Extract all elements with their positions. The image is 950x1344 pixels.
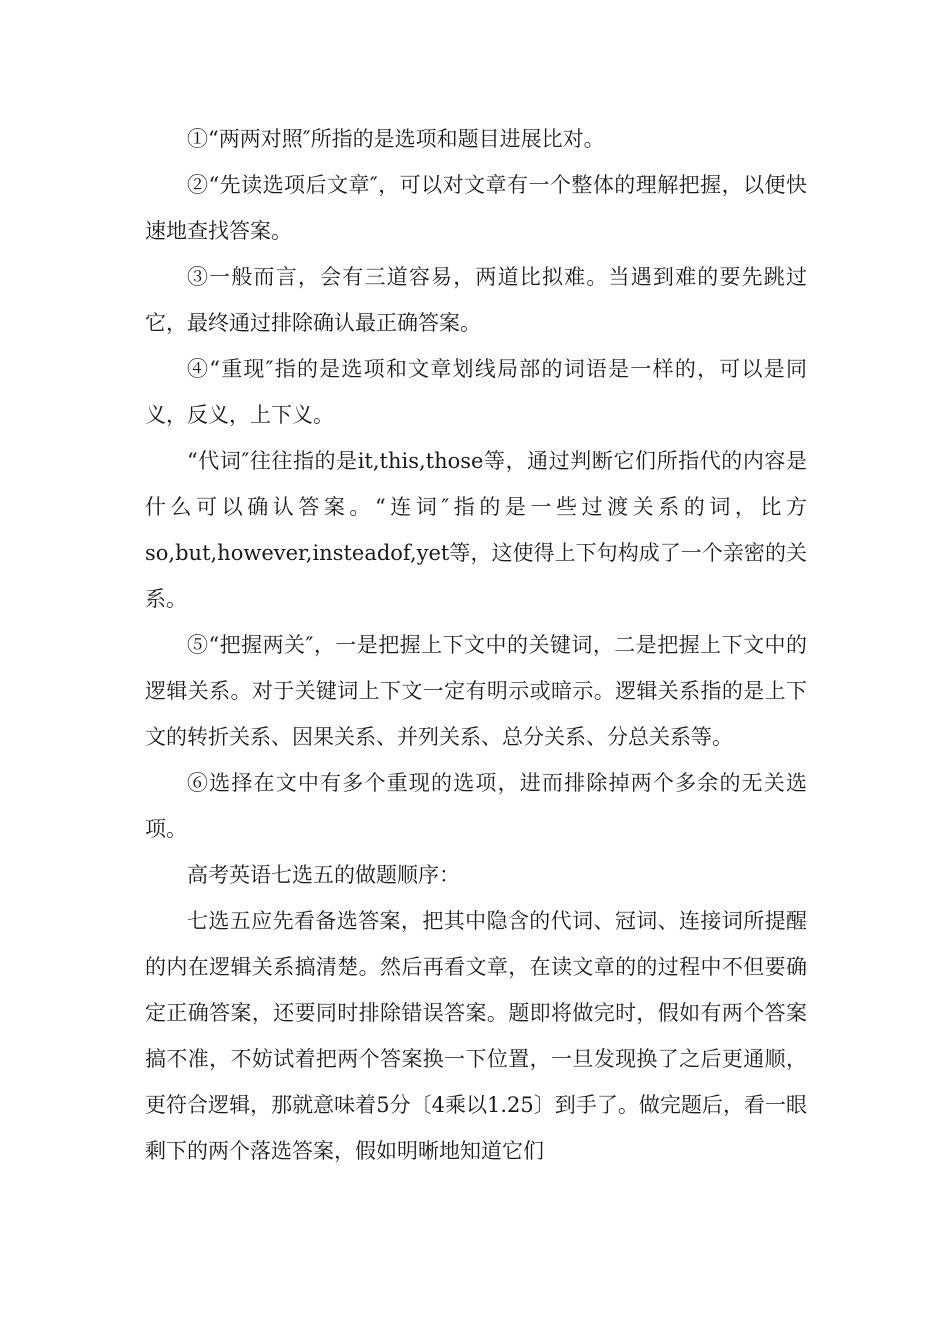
paragraph-4: ④“重现″指的是选项和文章划线局部的词语是一样的，可以是同义，反义，上下义。 xyxy=(145,357,807,427)
paragraph-8: 高考英语七选五的做题顺序： xyxy=(187,863,460,887)
paragraph-9: 七选五应先看备选答案，把其中隐含的代词、冠词、连接词所提醒的内在逻辑关系搞清楚。然后再看文章，在读文章的的过程中不但要确定正确答案，还要同时排除错误答案。题即将做完时，假如有两个答案搞不准，不妨试着把两个答案换一下位置，一旦发现换了之后更通顺，更符合逻辑，那就意味着5分〔4乘以1.25〕到手了。做完题后，看一眼剩下的两个落选答案，假如明晰地知道它们 xyxy=(145,909,807,1163)
paragraph-7: ⑥选择在文中有多个重现的选项，进而排除掉两个多余的无关选项。 xyxy=(145,771,807,841)
paragraph-3: ③一般而言，会有三道容易，两道比拟难。当遇到难的要先跳过它，最终通过排除确认最正确答案。 xyxy=(145,265,807,335)
paragraph-6: ⑤“把握两关″，一是把握上下文中的关键词，二是把握上下文中的逻辑关系。对于关键词上下文一定有明示或暗示。逻辑关系指的是上下文的转折关系、因果关系、并列关系、总分关系、分总关系等。 xyxy=(145,633,807,749)
paragraph-2: ②“先读选项后文章″，可以对文章有一个整体的理解把握，以便快速地查找答案。 xyxy=(145,173,807,243)
body-text xyxy=(145,116,807,1174)
paragraph-5: “代词″往往指的是it,this,those等，通过判断它们所指代的内容是什么可以确认答案。“连词″指的是一些过渡关系的词，比方so,but,however,insteadof,yet等，这使得上下句构成了一个亲密的关系。 xyxy=(145,449,807,611)
paragraph-1: ①“两两对照″所指的是选项和题目进展比对。 xyxy=(187,127,605,151)
